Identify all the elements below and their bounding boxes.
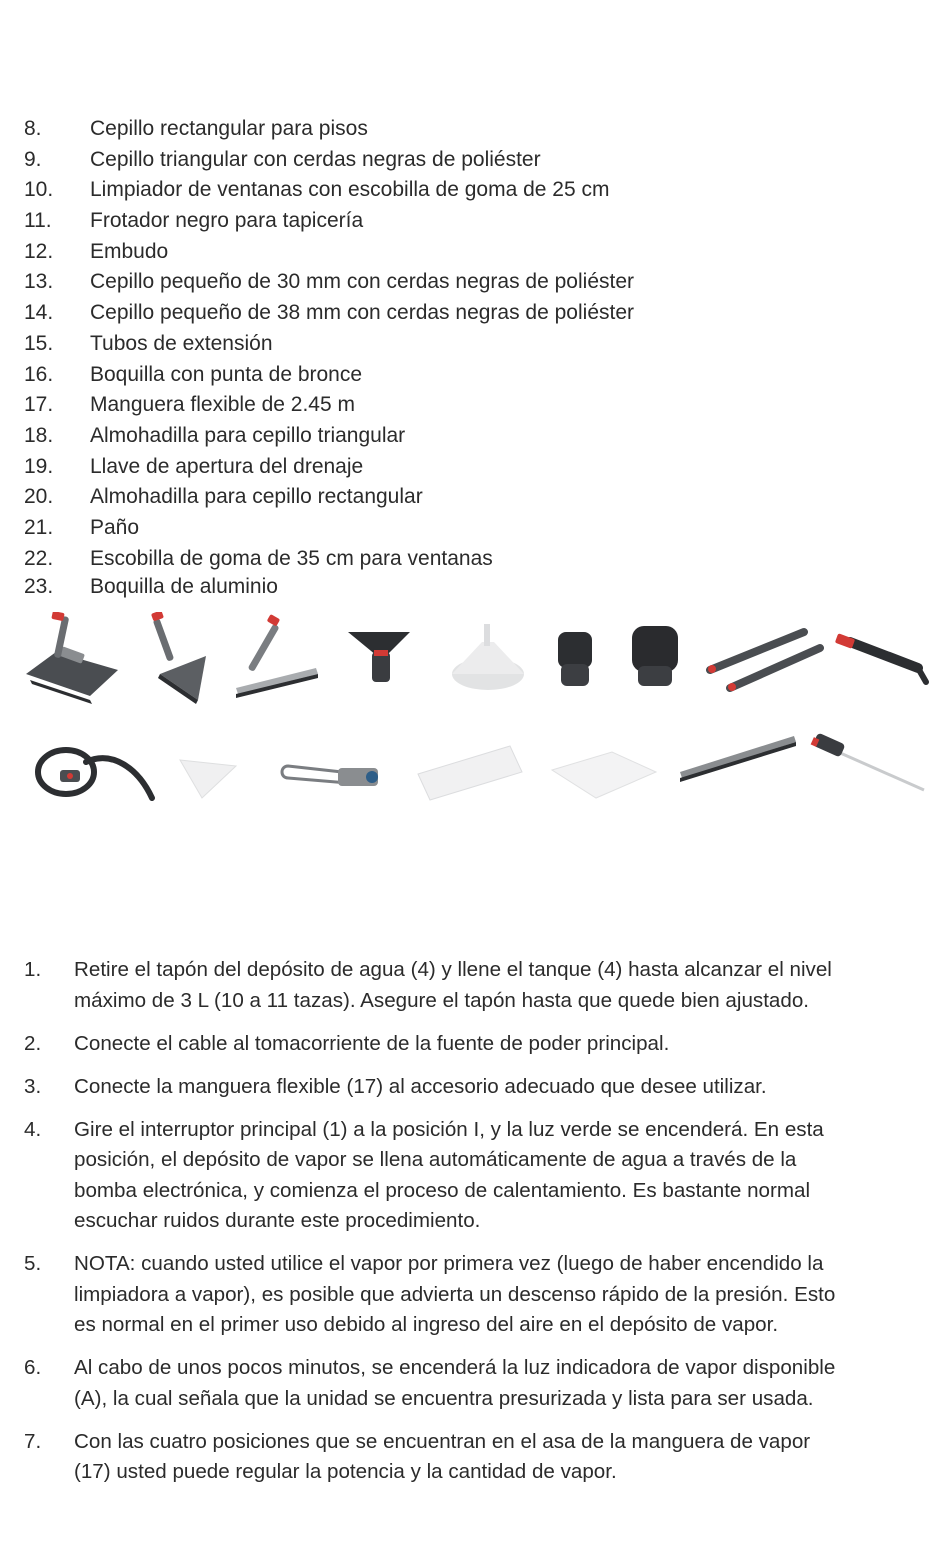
step-text: Conecte el cable al tomacorriente de la fuente de poder principal. <box>74 1031 670 1055</box>
item-number: 15. <box>24 331 54 355</box>
cloth-icon <box>552 752 656 798</box>
floor-brush-icon <box>26 612 118 704</box>
small-brush-30mm-icon <box>558 632 592 686</box>
item-text: Frotador negro para tapicería <box>90 209 364 233</box>
list-item <box>24 544 634 575</box>
list-item <box>24 145 634 176</box>
item-number: 10. <box>24 178 54 202</box>
item-number: 14. <box>24 301 54 325</box>
drain-key-icon <box>282 766 378 786</box>
list-item <box>24 175 634 206</box>
item-text: Embudo <box>90 239 169 263</box>
item-number: 17. <box>24 393 54 417</box>
list-item <box>24 237 634 268</box>
item-number: 21. <box>24 515 54 539</box>
triangular-brush-icon <box>151 612 206 704</box>
item-text: Cepillo pequeño de 30 mm con cerdas negras de poliéster <box>90 270 635 294</box>
list-item <box>24 574 634 599</box>
item-number: 16. <box>24 362 54 386</box>
item-text: Cepillo triangular con cerdas negras de poliéster <box>90 147 541 171</box>
item-text: Boquilla de aluminio <box>90 575 278 599</box>
step-text: NOTA: cuando usted utilice el vapor por primera vez (luego de haber encendido la limpiadora a vapor), es posible que advierta un descenso rápido de la presión. Esto es normal en el primer uso debido al ingreso del aire en el depósito de vapor. <box>74 1252 836 1336</box>
step-number: 3. <box>24 1074 42 1098</box>
instruction-step <box>24 1427 948 1488</box>
small-brush-38mm-icon <box>632 626 678 686</box>
funnel-icon <box>452 624 524 690</box>
step-number: 6. <box>24 1356 42 1379</box>
item-text: Almohadilla para cepillo triangular <box>90 423 406 447</box>
aluminum-nozzle-icon <box>811 733 924 790</box>
list-item <box>24 513 634 544</box>
list-item <box>24 298 634 329</box>
instruction-step <box>24 1115 948 1237</box>
step-text: Gire el interruptor principal (1) a la posición I, y la luz verde se encenderá. En esta posición, el depósito de vapor se llena automáticamente de agua a través de la bomba electrónica, y comienza el proceso de calentamiento. Es bastante normal escuchar ruidos durante este procedimiento. <box>74 1117 824 1232</box>
item-text: Cepillo rectangular para pisos <box>90 117 368 140</box>
triangular-pad-icon <box>180 760 236 798</box>
item-number: 11. <box>24 209 52 233</box>
instruction-step <box>24 1353 948 1414</box>
item-text: Cepillo pequeño de 38 mm con cerdas negras de poliéster <box>90 301 635 325</box>
list-item <box>24 329 634 360</box>
list-item <box>24 267 634 298</box>
item-text: Almohadilla para cepillo rectangular <box>90 485 423 509</box>
upholstery-scrubber-icon <box>348 632 410 682</box>
item-number: 23. <box>24 575 54 599</box>
item-number: 9. <box>24 147 42 171</box>
step-text: Al cabo de unos pocos minutos, se encenderá la luz indicadora de vapor disponible (A), la cual señala que la unidad se encuentra presurizada y lista para ser usada. <box>74 1356 836 1410</box>
step-number: 1. <box>24 958 42 981</box>
item-number: 8. <box>24 117 42 140</box>
item-text: Boquilla con punta de bronce <box>90 362 363 386</box>
squeegee-35cm-icon <box>680 736 796 782</box>
rectangular-pad-icon <box>418 746 522 800</box>
instructions-list <box>24 955 948 1500</box>
item-text: Paño <box>90 515 140 539</box>
list-item <box>24 482 634 513</box>
item-text: Tubos de extensión <box>90 331 273 355</box>
brass-nozzle-icon <box>835 633 926 682</box>
list-item <box>24 452 634 483</box>
item-number: 18. <box>24 423 54 447</box>
step-text: Conecte la manguera flexible (17) al accesorio adecuado que desee utilizar. <box>74 1074 767 1098</box>
item-number: 20. <box>24 485 54 509</box>
item-text: Limpiador de ventanas con escobilla de goma de 25 cm <box>90 178 610 202</box>
list-item <box>24 114 634 145</box>
item-number: 19. <box>24 454 54 478</box>
item-text: Llave de apertura del drenaje <box>90 454 364 478</box>
instruction-step <box>24 955 948 1016</box>
step-number: 7. <box>24 1429 42 1453</box>
instruction-step <box>24 1249 948 1341</box>
item-text: Escobilla de goma de 35 cm para ventanas <box>90 546 493 570</box>
list-item <box>24 206 634 237</box>
instruction-step <box>24 1029 948 1060</box>
item-number: 22. <box>24 546 54 570</box>
extension-tubes-icon <box>708 632 820 691</box>
step-number: 4. <box>24 1117 42 1141</box>
window-squeegee-icon <box>236 614 318 698</box>
list-item <box>24 390 634 421</box>
item-text: Manguera flexible de 2.45 m <box>90 393 355 417</box>
list-item <box>24 360 634 391</box>
step-number: 2. <box>24 1031 42 1055</box>
list-item <box>24 421 634 452</box>
item-number: 13. <box>24 270 54 294</box>
flexible-hose-icon <box>38 750 152 798</box>
item-number: 12. <box>24 239 54 263</box>
parts-list <box>24 114 634 599</box>
step-number: 5. <box>24 1252 42 1275</box>
accessories-image <box>20 612 930 832</box>
step-text: Con las cuatro posiciones que se encuentran en el asa de la manguera de vapor (17) usted puede regular la potencia y la cantidad de vapor. <box>74 1429 811 1483</box>
step-text: Retire el tapón del depósito de agua (4) y llene el tanque (4) hasta alcanzar el nivel máximo de 3 L (10 a 11 tazas). Asegure el tapón hasta que quede bien ajustado. <box>74 958 832 1012</box>
instruction-step <box>24 1072 948 1103</box>
